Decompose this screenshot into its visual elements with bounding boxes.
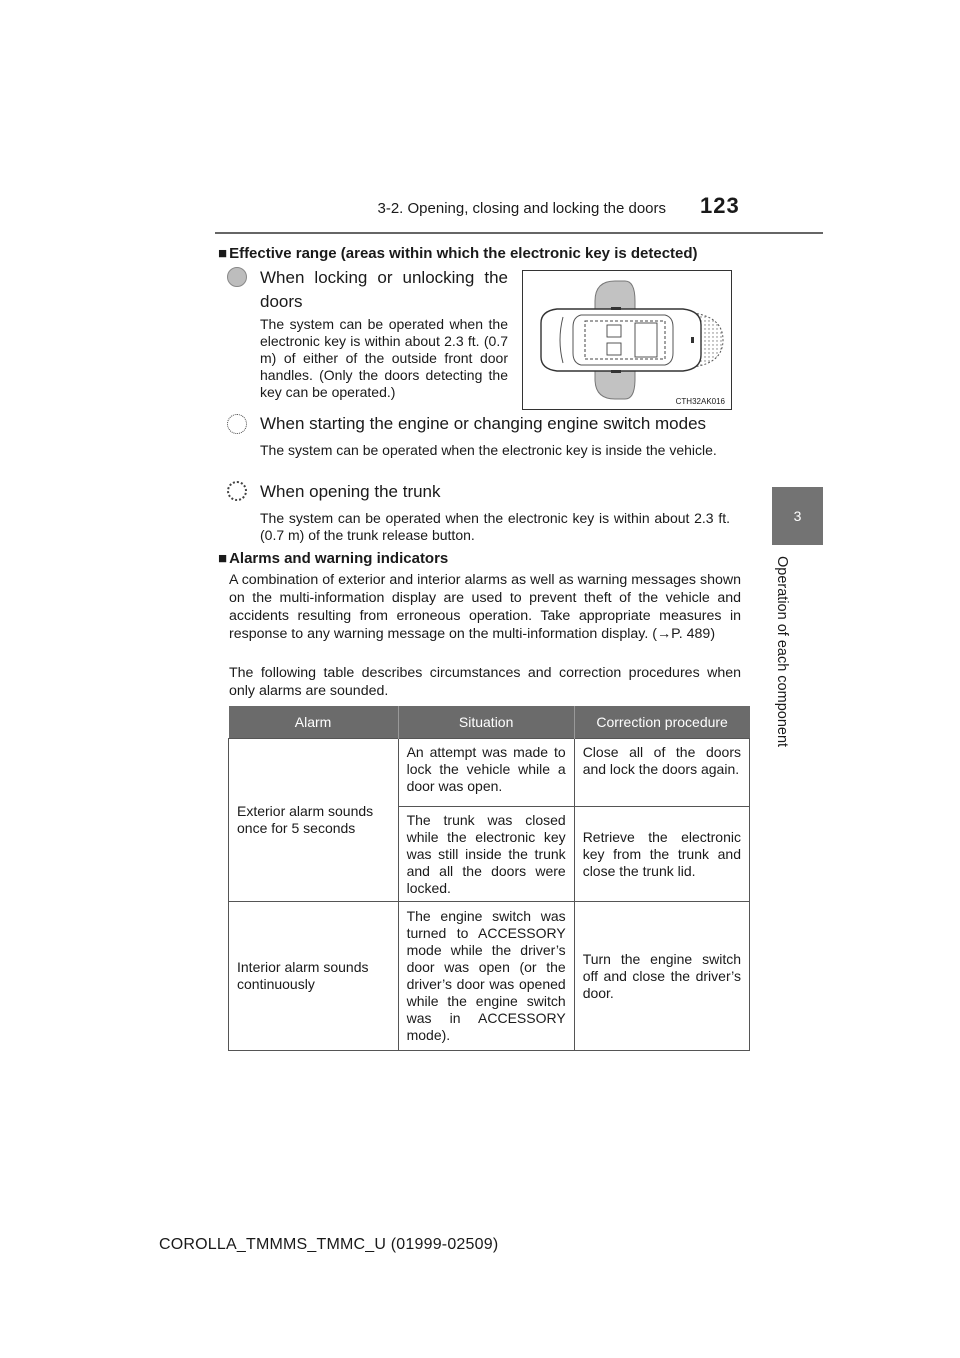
item-title-starting: When starting the engine or changing engine switch modes: [260, 414, 707, 433]
car-range-figure: [522, 270, 732, 410]
section-marker: ■: [218, 550, 228, 567]
front-right-seat: [607, 343, 621, 355]
section-heading-alarms: [218, 550, 448, 567]
section-heading-text: Alarms and warning indicators: [229, 550, 449, 567]
table-cell-procedure: Close all of the doors and lock the doors again.: [574, 739, 749, 807]
alarm-table: [228, 706, 750, 1051]
range-door-area-icon: [227, 267, 247, 287]
table-cell-situation: An attempt was made to lock the vehicle while a door was open.: [398, 739, 574, 807]
table-cell-situation: The trunk was closed while the electronic key was still inside the trunk and all the doors were locked.: [398, 807, 574, 902]
table-cell-procedure: Turn the engine switch off and close the driver’s door.: [574, 902, 749, 1051]
header-divider: [215, 232, 823, 234]
header-title: 3-2. Opening, closing and locking the doors: [377, 200, 666, 217]
table-header-row: [229, 706, 750, 739]
footer-document-code: COROLLA_TMMMS_TMMC_U (01999-02509): [159, 1236, 499, 1253]
page-number: 123: [700, 193, 740, 218]
section-marker: ■: [218, 245, 228, 262]
alarms-paragraph-1: A combination of exterior and interior alarms as well as warning messages shown on the multi-information display are used to prevent theft of the vehicle and accidents resulting from erroneous operation. Take appropriate measures in response to any warning message on the multi-information display. (→P. 489): [229, 572, 741, 642]
section-heading-text: Effective range (areas within which the electronic key is detected): [229, 245, 698, 262]
car-body: [541, 309, 701, 371]
item-title-trunk: When opening the trunk: [260, 482, 441, 501]
front-door-handle-top: [611, 307, 621, 310]
item-title-locking: When locking or unlocking the doors: [260, 268, 508, 311]
column-header-situation: Situation: [398, 706, 574, 739]
column-header-alarm: Alarm: [229, 706, 399, 739]
table-cell-situation: The engine switch was turned to ACCESSORY mode while the driver’s door was open (or the driver’s door was opened while the engine switch was in ACCESSORY mode).: [398, 902, 574, 1051]
chapter-tab-label: [766, 556, 790, 746]
column-header-procedure: Correction procedure: [574, 706, 749, 739]
alarms-paragraph-2: The following table describes circumstances and correction procedures when only alarms are sounded.: [229, 665, 741, 699]
front-left-seat: [607, 325, 621, 337]
section-heading-effective-range: [218, 245, 698, 262]
front-door-handle-bottom: [611, 370, 621, 373]
item-text-starting: The system can be operated when the electronic key is inside the vehicle.: [260, 442, 717, 458]
table-cell-alarm: Interior alarm sounds continuously: [229, 902, 399, 1051]
range-cabin-area-icon: [227, 414, 247, 434]
chapter-tab: 3: [772, 487, 823, 545]
item-text-locking: The system can be operated when the electronic key is within about 2.3 ft. (0.7 m) of either of the outside front door handles. (Only the doors detecting the key can be operated.): [260, 316, 508, 400]
table-row: [229, 739, 750, 807]
table-row: [229, 902, 750, 1051]
table-cell-alarm: Exterior alarm sounds once for 5 seconds: [229, 739, 399, 902]
table-cell-procedure: Retrieve the electronic key from the trunk and close the trunk lid.: [574, 807, 749, 902]
figure-code: CTH32AK016: [675, 397, 725, 406]
car-top-view-illustration: [523, 271, 731, 409]
rear-seat: [635, 323, 657, 357]
item-text-trunk: The system can be operated when the electronic key is within about 2.3 ft. (0.7 m) of the trunk release button.: [260, 510, 730, 543]
chapter-tab-label-text: Operation of each component: [774, 556, 790, 748]
range-trunk-area-icon: [227, 481, 247, 501]
trunk-release-button: [691, 337, 694, 343]
